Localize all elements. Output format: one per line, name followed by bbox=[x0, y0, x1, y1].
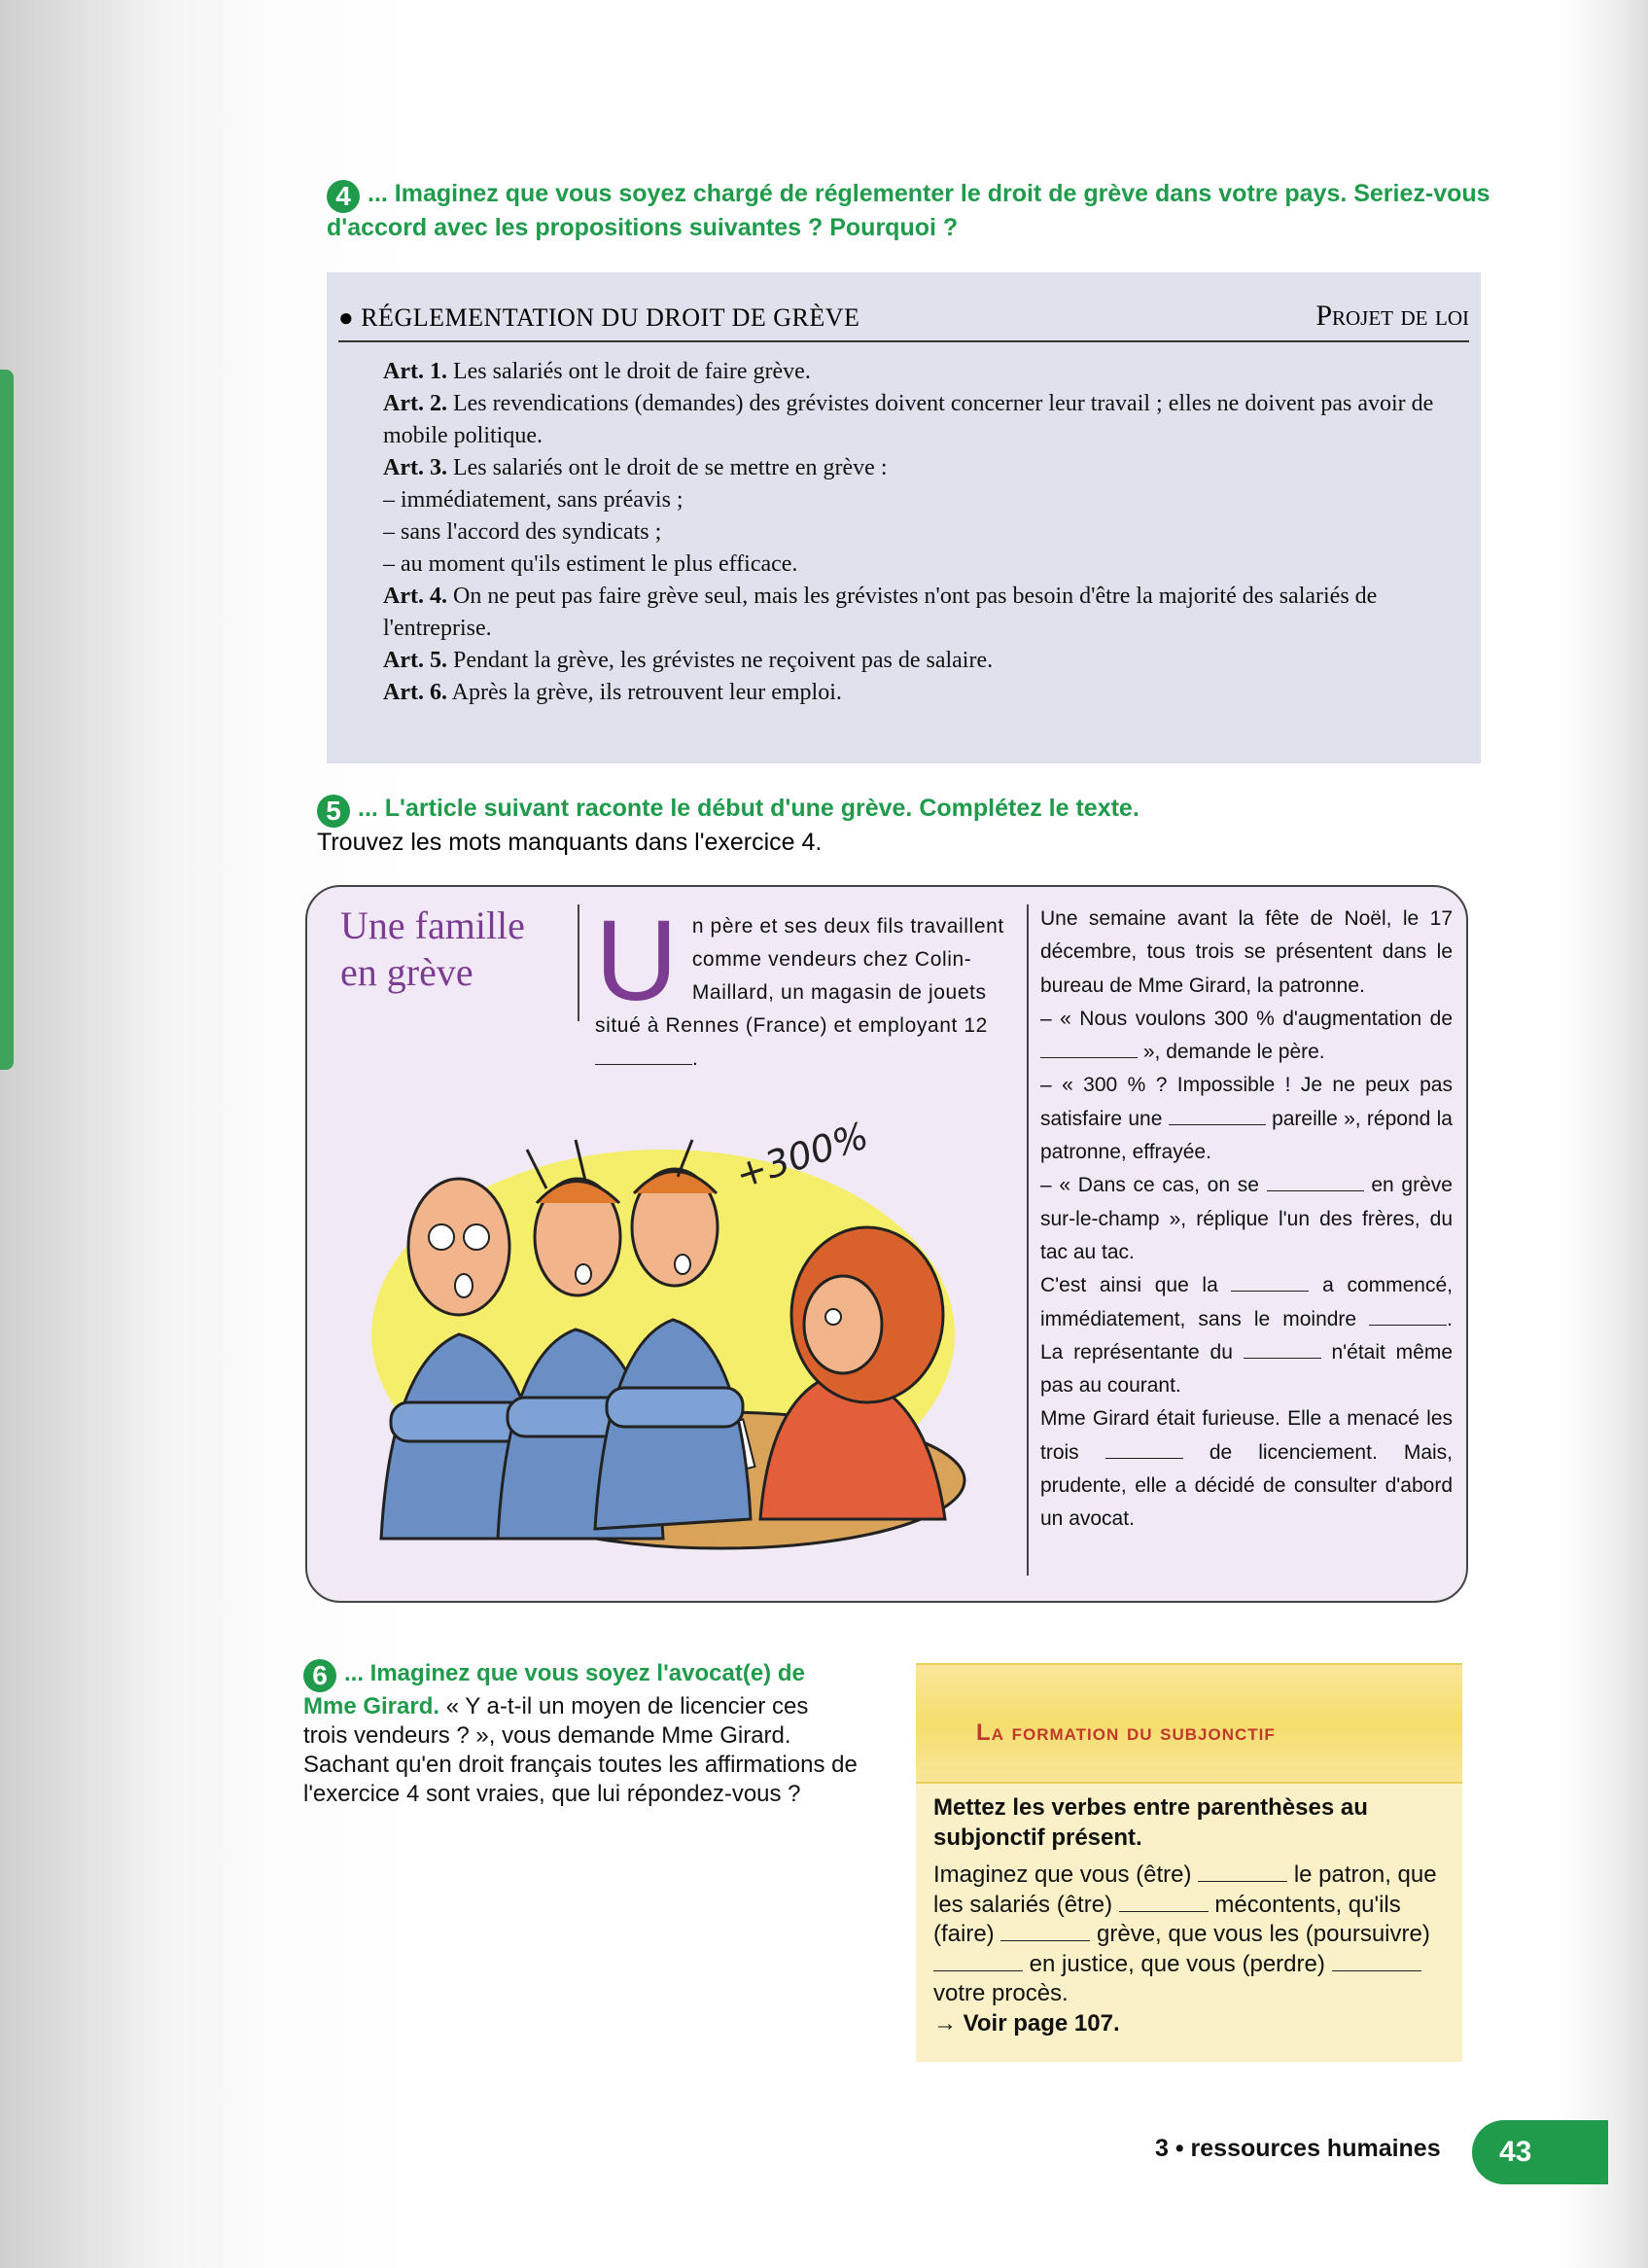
article-1: Art. 1. Les salariés ont le droit de faire grève. bbox=[383, 359, 811, 384]
fill-blank[interactable] bbox=[1244, 1338, 1321, 1359]
page-number-tab: 43 bbox=[1472, 2120, 1608, 2184]
ex5-subinstruction: Trouvez les mots manquants dans l'exercice 4. bbox=[317, 829, 823, 856]
fill-blank[interactable] bbox=[1040, 1038, 1138, 1058]
law-box-label: Projet de loi bbox=[1315, 300, 1469, 332]
ex6-block: 6 ... Imaginez que vous soyez l'avocat(e) de Mme Girard. « Y a-t-il un moyen de licencier ces trois vendeurs ? », vous demande Mme Girard. Sachant qu'en droit français toutes les affirmations de l'exercice 4 sont vraies, que lui répondez-vous ? bbox=[303, 1660, 858, 1807]
illus-caption: +300% bbox=[730, 1114, 874, 1197]
strike-cartoon-illustration bbox=[352, 1111, 974, 1558]
chapter-footer: 3 • ressources humaines bbox=[1155, 2135, 1441, 2162]
fill-blank[interactable] bbox=[1000, 1923, 1090, 1941]
article-3: Art. 3. Les salariés ont le droit de se mettre en grève : bbox=[383, 455, 888, 480]
grammar-page-reference: → Voir page 107. bbox=[933, 2009, 1120, 2037]
grammar-box bbox=[916, 1663, 1462, 2062]
article-2: Art. 2. Les revendications (demandes) des grévistes doivent concerner leur travail ; elles ne doivent pas avoir de mobile politique. bbox=[383, 391, 1434, 448]
law-box-title: ● RÉGLEMENTATION DU DROIT DE GRÈVE bbox=[338, 303, 860, 332]
law-proposal-box bbox=[327, 272, 1481, 763]
fill-blank[interactable] bbox=[1119, 1894, 1209, 1912]
ex5-number-badge: 5 bbox=[317, 795, 350, 828]
article-6: Art. 6. Après la grève, ils retrouvent leur emploi. bbox=[383, 680, 842, 705]
fill-blank[interactable] bbox=[595, 1045, 692, 1065]
column-divider bbox=[1027, 904, 1029, 1576]
dropcap-letter: U bbox=[595, 897, 679, 1025]
fill-blank[interactable] bbox=[1369, 1305, 1447, 1326]
article-3-item: – sans l'accord des syndicats ; bbox=[383, 519, 662, 545]
grammar-exercise: Imaginez que vous (être) le patron, que les salariés (être) mécontents, qu'ils (faire) grève, que vous les (poursuivre) en justice, que vous (perdre) votre procès. bbox=[933, 1861, 1437, 2006]
law-articles bbox=[383, 356, 1453, 709]
article-intro: Un père et ses deux fils travaillent comme vendeurs chez Colin-Maillard, un magasin de jouets situé à Rennes (France) et employant 12 . bbox=[595, 897, 1004, 1070]
article-3-item: – immédiatement, sans préavis ; bbox=[383, 487, 684, 513]
fill-blank[interactable] bbox=[1169, 1105, 1266, 1125]
fill-blank[interactable] bbox=[1332, 1953, 1421, 1971]
grammar-box-header bbox=[916, 1663, 1462, 1784]
fill-blank[interactable] bbox=[933, 1953, 1023, 1971]
grammar-box-title: La formation du subjonctif bbox=[976, 1719, 1276, 1746]
news-article-box bbox=[305, 885, 1468, 1603]
ex5-instruction: 5 ... L'article suivant raconte le début d'une grève. Complétez le texte. Trouvez les mots manquants dans l'exercice 4. bbox=[317, 795, 1140, 856]
fill-blank[interactable] bbox=[1267, 1171, 1364, 1191]
fill-blank[interactable] bbox=[1198, 1863, 1287, 1882]
article-5: Art. 5. Pendant la grève, les grévistes ne reçoivent pas de salaire. bbox=[383, 648, 994, 673]
article-3-item: – au moment qu'ils estiment le plus efficace. bbox=[383, 551, 798, 577]
fill-blank[interactable] bbox=[1231, 1271, 1309, 1292]
ex6-number-badge: 6 bbox=[303, 1659, 336, 1692]
grammar-box-body bbox=[933, 1793, 1449, 2038]
ex4-number-badge: 4 bbox=[327, 180, 360, 213]
article-title: Une famille en grève bbox=[340, 904, 525, 994]
fill-blank[interactable] bbox=[1105, 1438, 1183, 1459]
article-body: Une semaine avant la fête de Noël, le 17 décembre, tous trois se présentent dans le bureau de Mme Girard, la patronne. – « Nous voulons 300 % d'augmentation de », demande le père. – « 300 % ? Impossible ! Je ne peux pas satisfaire une pareille », répond la patronne, effrayée. – « Dans ce cas, on se en grève sur-le-champ », réplique l'un des frères, du tac au tac. C'est ainsi que la a commencé, immédiatement, sans le moindre . La représentante du n'était même pas au courant. Mme Girard était furieuse. Elle a menacé les trois de licenciement. Mais, prudente, elle a décidé de consulter d'abord un avocat. bbox=[1040, 907, 1453, 1531]
column-divider bbox=[578, 904, 579, 1021]
article-4: Art. 4. On ne peut pas faire grève seul, mais les grévistes n'ont pas besoin d'être la majorité des salariés de l'entreprise. bbox=[383, 584, 1378, 641]
ex4-instruction: 4 ... Imaginez que vous soyez chargé de réglementer le droit de grève dans votre pays. Seriez-vous d'accord avec les propositions suivantes ? Pourquoi ? bbox=[327, 180, 1490, 241]
law-box-header bbox=[338, 292, 1469, 342]
grammar-instruction: Mettez les verbes entre parenthèses au subjonctif présent. bbox=[933, 1794, 1368, 1851]
spine-color-tab bbox=[0, 370, 14, 1070]
